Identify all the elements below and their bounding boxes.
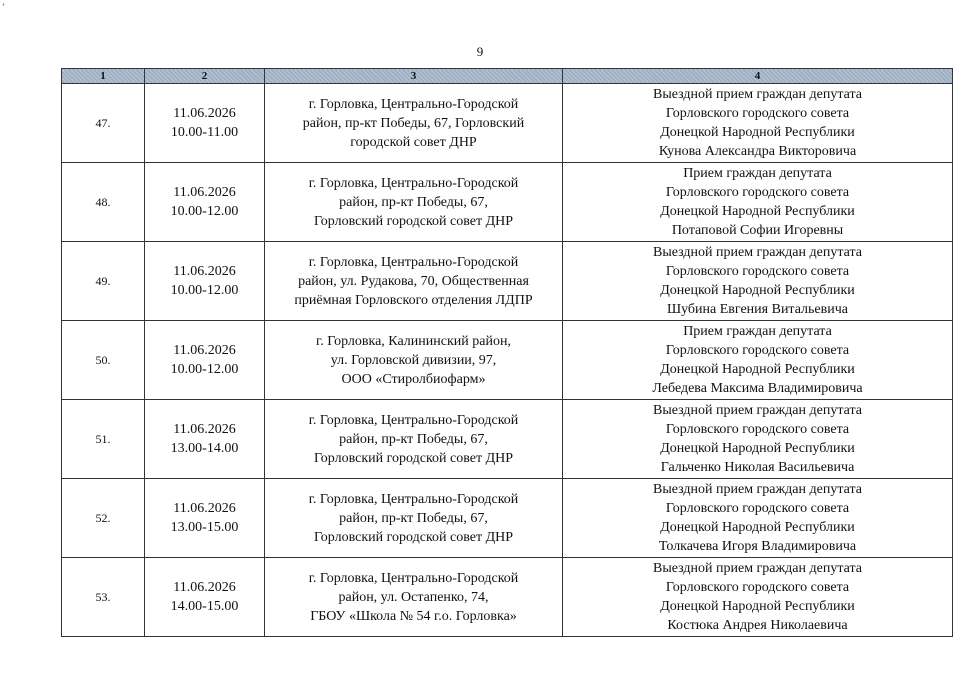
event-line: Толкачева Игоря Владимировича (658, 539, 857, 554)
header-cell-1: 1 (62, 69, 145, 84)
date-time-cell (145, 400, 265, 479)
table-row (62, 400, 953, 479)
place-line: район, ул. Остапенко, 74, (338, 589, 489, 605)
row-number: 48. (62, 163, 145, 242)
time-text: 10.00-12.00 (170, 283, 239, 298)
date-time-cell (145, 479, 265, 558)
event-line: Прием граждан депутата (683, 324, 832, 339)
event-line: Лебедева Максима Владимировича (652, 381, 863, 396)
date-text: 11.06.2026 (173, 264, 236, 279)
date-text: 11.06.2026 (173, 580, 236, 595)
corner-mark: ’ (2, 2, 5, 12)
place-line: ул. Горловской дивизии, 97, (330, 352, 497, 368)
table-row (62, 242, 953, 321)
place-cell (265, 242, 563, 321)
row-number: 47. (62, 84, 145, 163)
header-row (62, 69, 953, 84)
event-line: Потаповой Софии Игоревны (671, 223, 844, 238)
place-line: г. Горловка, Калининский район, (316, 333, 511, 349)
event-line: Горловского городского совета (665, 264, 850, 279)
place-line: приёмная Горловского отделения ЛДПР (294, 292, 533, 308)
time-text: 10.00-11.00 (170, 125, 239, 140)
table-row (62, 84, 953, 163)
header-cell-2: 2 (145, 69, 265, 84)
place-line: ООО «Стиролбиофарм» (341, 371, 486, 387)
date-text: 11.06.2026 (173, 185, 236, 200)
event-line: Донецкой Народной Республики (660, 283, 855, 298)
place-line: г. Горловка, Центрально-Городской (308, 412, 519, 428)
event-cell (563, 558, 953, 637)
event-line: Горловского городского совета (665, 185, 850, 200)
event-line: Горловского городского совета (665, 343, 850, 358)
date-time-cell (145, 163, 265, 242)
place-line: г. Горловка, Центрально-Городской (308, 570, 519, 586)
time-text: 13.00-15.00 (170, 520, 239, 535)
place-line: район, ул. Рудакова, 70, Общественная (298, 273, 529, 289)
time-text: 10.00-12.00 (170, 204, 239, 219)
event-line: Шубина Евгения Витальевича (666, 302, 848, 317)
event-line: Выездной прием граждан депутата (652, 561, 862, 576)
place-line: ГБОУ «Школа № 54 г.о. Горловка» (310, 608, 517, 624)
place-line: район, пр-кт Победы, 67, Горловский (302, 115, 525, 131)
event-line: Прием граждан депутата (683, 166, 832, 181)
place-cell (265, 84, 563, 163)
place-line: Горловский городской совет ДНР (313, 529, 514, 545)
date-time-cell (145, 242, 265, 321)
date-time-cell (145, 84, 265, 163)
event-line: Гальченко Николая Васильевича (660, 460, 855, 475)
event-line: Донецкой Народной Республики (660, 520, 855, 535)
schedule-table (61, 68, 953, 637)
event-line: Горловского городского совета (665, 422, 850, 437)
page-number: 9 (476, 44, 484, 59)
place-line: г. Горловка, Центрально-Городской (308, 96, 519, 112)
place-line: г. Горловка, Центрально-Городской (308, 175, 519, 191)
date-text: 11.06.2026 (173, 106, 236, 121)
event-line: Горловского городского совета (665, 106, 850, 121)
table-body (62, 84, 953, 637)
row-number: 53. (62, 558, 145, 637)
place-cell (265, 558, 563, 637)
place-line: район, пр-кт Победы, 67, (339, 510, 488, 526)
place-cell (265, 400, 563, 479)
date-time-cell (145, 558, 265, 637)
time-text: 14.00-15.00 (170, 599, 239, 614)
event-cell (563, 84, 953, 163)
place-line: Горловский городской совет ДНР (313, 450, 514, 466)
date-text: 11.06.2026 (173, 422, 236, 437)
event-line: Донецкой Народной Республики (660, 362, 855, 377)
event-line: Донецкой Народной Республики (660, 441, 855, 456)
event-cell (563, 479, 953, 558)
event-cell (563, 321, 953, 400)
place-line: район, пр-кт Победы, 67, (339, 431, 488, 447)
event-cell (563, 400, 953, 479)
table-row (62, 479, 953, 558)
table-row (62, 321, 953, 400)
table-row (62, 163, 953, 242)
date-text: 11.06.2026 (173, 501, 236, 516)
place-line: городской совет ДНР (350, 134, 477, 150)
header-cell-3: 3 (265, 69, 563, 84)
date-text: 11.06.2026 (173, 343, 236, 358)
place-line: район, пр-кт Победы, 67, (339, 194, 488, 210)
event-line: Костюка Андрея Николаевича (667, 618, 848, 633)
date-time-cell (145, 321, 265, 400)
place-cell (265, 321, 563, 400)
event-line: Выездной прием граждан депутата (652, 482, 862, 497)
header-cell-4: 4 (563, 69, 953, 84)
place-line: г. Горловка, Центрально-Городской (308, 254, 519, 270)
time-text: 13.00-14.00 (170, 441, 239, 456)
event-line: Выездной прием граждан депутата (652, 245, 862, 260)
time-text: 10.00-12.00 (170, 362, 239, 377)
event-line: Горловского городского совета (665, 580, 850, 595)
event-line: Горловского городского совета (665, 501, 850, 516)
place-cell (265, 163, 563, 242)
event-line: Выездной прием граждан депутата (652, 87, 862, 102)
row-number: 51. (62, 400, 145, 479)
event-cell (563, 163, 953, 242)
row-number: 52. (62, 479, 145, 558)
place-line: г. Горловка, Центрально-Городской (308, 491, 519, 507)
event-cell (563, 242, 953, 321)
event-line: Кунова Александра Викторовича (658, 144, 857, 159)
event-line: Донецкой Народной Республики (660, 204, 855, 219)
place-cell (265, 479, 563, 558)
event-line: Выездной прием граждан депутата (652, 403, 862, 418)
row-number: 50. (62, 321, 145, 400)
event-line: Донецкой Народной Республики (660, 599, 855, 614)
row-number: 49. (62, 242, 145, 321)
table-row (62, 558, 953, 637)
place-line: Горловский городской совет ДНР (313, 213, 514, 229)
event-line: Донецкой Народной Республики (660, 125, 855, 140)
